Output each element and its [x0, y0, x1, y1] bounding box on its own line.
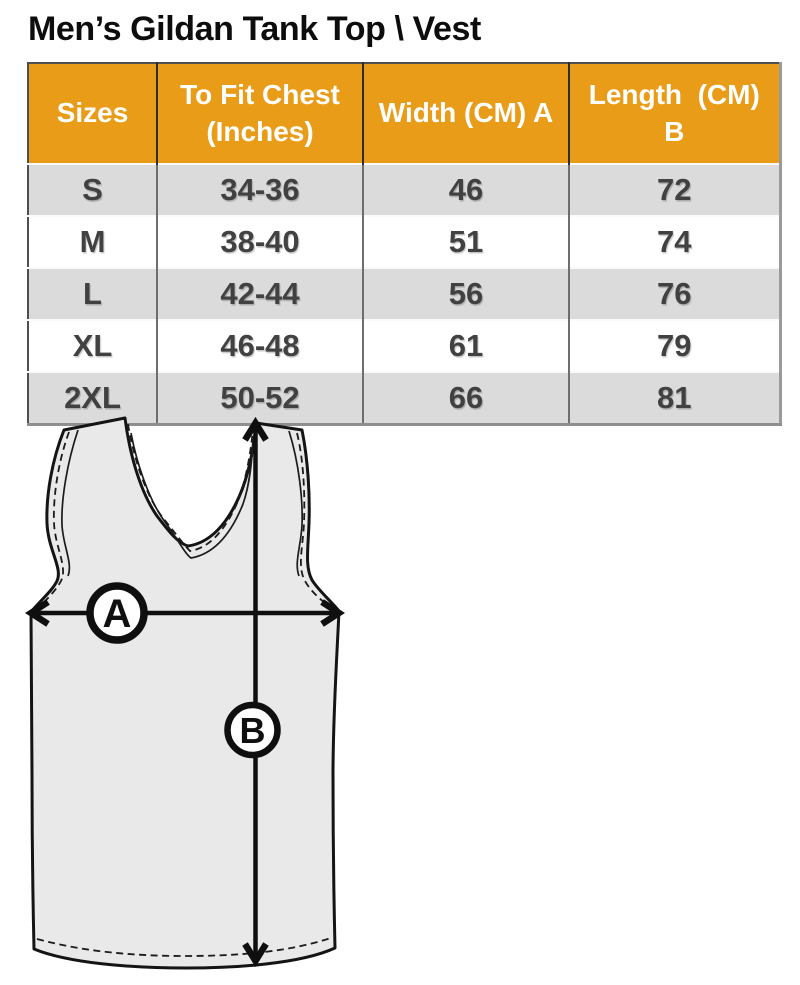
- length-cell: 72: [569, 164, 780, 216]
- width-cell: 56: [363, 268, 569, 320]
- chest-cell: 34-36: [157, 164, 363, 216]
- table-row: [28, 268, 780, 320]
- header-line: Sizes: [56, 97, 129, 129]
- header-cell-chest: [157, 63, 363, 164]
- header-line: Width (CM) A: [378, 97, 554, 129]
- length-cell: 81: [569, 372, 780, 425]
- header-cell-length: [569, 63, 780, 164]
- chest-cell: 50-52: [157, 372, 363, 425]
- header-line: (Inches): [206, 115, 314, 147]
- length-cell: 74: [569, 216, 780, 268]
- length-label-circle: [228, 705, 278, 755]
- width-cell: 51: [363, 216, 569, 268]
- size-cell: XL: [28, 320, 157, 372]
- width-cell: 61: [363, 320, 569, 372]
- header-line: Length (CM): [588, 78, 760, 110]
- size-cell: S: [28, 164, 157, 216]
- length-cell: 76: [569, 268, 780, 320]
- size-cell: L: [28, 268, 157, 320]
- page-title: Men’s Gildan Tank Top \ Vest: [28, 10, 481, 48]
- table-row: [28, 320, 780, 372]
- chest-cell: 46-48: [157, 320, 363, 372]
- size-cell: M: [28, 216, 157, 268]
- width-cell: 46: [363, 164, 569, 216]
- width-label-circle: [90, 586, 144, 640]
- header-line: To Fit Chest: [180, 78, 340, 110]
- header-row: [28, 63, 780, 164]
- width-cell: 66: [363, 372, 569, 425]
- size-cell: 2XL: [28, 372, 157, 425]
- size-chart-table: [27, 62, 782, 426]
- header-line: B: [664, 115, 685, 147]
- chest-cell: 38-40: [157, 216, 363, 268]
- header-cell-width: [363, 63, 569, 164]
- width-label: A: [102, 592, 132, 636]
- chest-cell: 42-44: [157, 268, 363, 320]
- tank-top-diagram: [0, 415, 420, 985]
- table-row: [28, 164, 780, 216]
- length-label: B: [239, 710, 266, 751]
- header-cell-sizes: [28, 63, 157, 164]
- garment-outline: [31, 418, 339, 968]
- length-cell: 79: [569, 320, 780, 372]
- table-row: [28, 216, 780, 268]
